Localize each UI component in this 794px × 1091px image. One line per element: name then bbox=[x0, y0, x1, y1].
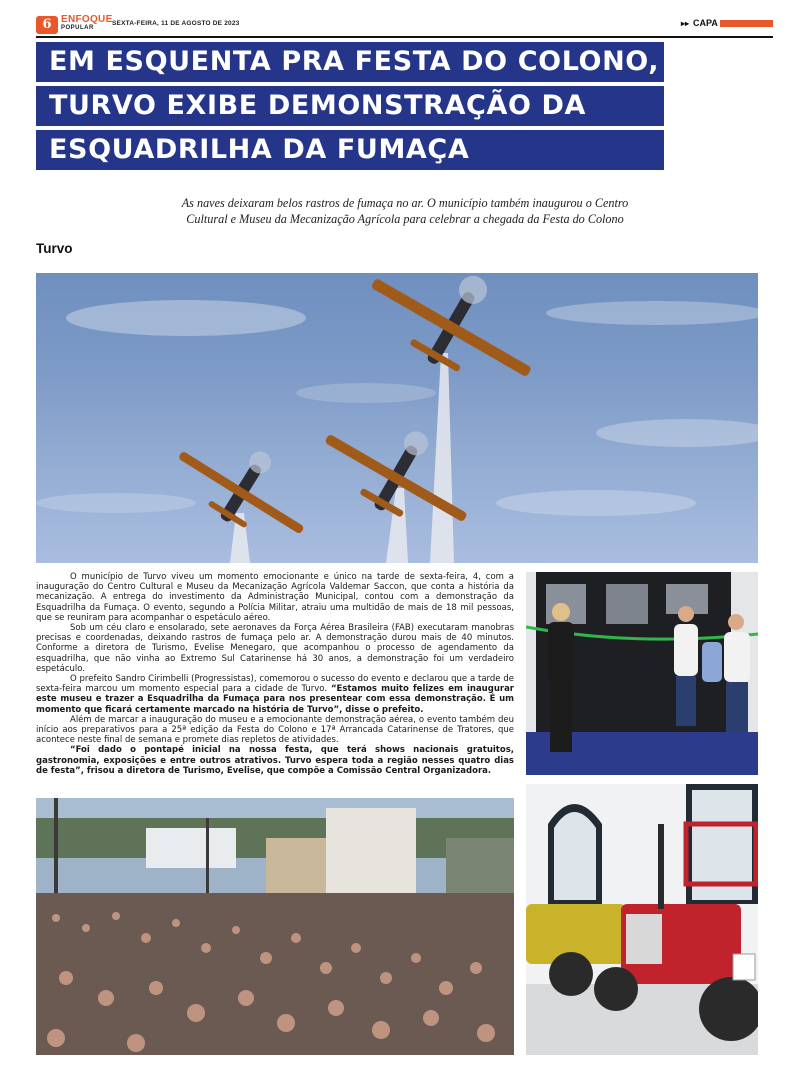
brand-name: ENFOQUE bbox=[61, 14, 113, 25]
crowd-illustration bbox=[36, 798, 514, 1055]
paragraph-3-text: O prefeito Sandro Cirimbelli (Progressistas), comemorou o sucesso do evento e declarou que a tarde de sexta-feira marcou um momento especial para a cidade de Turvo. bbox=[36, 674, 514, 695]
section-name: CAPA bbox=[693, 18, 718, 28]
headline-line-2: TURVO EXIBE DEMONSTRAÇÃO DA bbox=[36, 86, 664, 126]
tractor-museum-illustration bbox=[526, 784, 758, 1055]
director-quote: “Foi dado o pontapé inicial na nossa festa, que terá shows nacionais gratuitos, gastronomia, exposições e entre outros atrativos. Turvo espera toda a região nesses quatro dias de festa”, frisou a diretora de Turismo, Evelise, que compõe a Comissão Central Organizadora. bbox=[36, 745, 514, 776]
subheadline: As naves deixaram belos rastros de fumaça no ar. O município também inaugurou o Centro Cultural e Museu da Mecanização Agrícola para celebrar a chegada da Festa do Colono bbox=[181, 196, 629, 226]
smoke-squadron-illustration bbox=[36, 273, 758, 563]
section-label bbox=[681, 18, 718, 28]
page-number: 6 bbox=[36, 16, 58, 34]
headline-line-3: ESQUADRILHA DA FUMAÇA bbox=[36, 130, 664, 170]
newspaper-logo bbox=[61, 14, 113, 32]
header-divider bbox=[36, 36, 773, 38]
fast-forward-icon: ▸▸ bbox=[681, 19, 690, 28]
paragraph-1: O município de Turvo viveu um momento emocionante e único na tarde de sexta-feira, 4, com a inauguração do Centro Cultural e Museu da Mecanização Agrícola Valdemar Saccon, que conta a história da mecanização. A entrega do investimento da Administração Municipal, contou com a demonstração da Esquadrilha da Fumaça. O evento, segundo a Polícia Militar, atraiu uma multidão de mais de 18 mil pessoas, que se reuniram para acompanhar o espetáculo aéreo. bbox=[36, 572, 514, 623]
brand-sub: POPULAR bbox=[61, 25, 94, 31]
ribbon-cutting-illustration bbox=[526, 572, 758, 775]
mayor-quote: “Estamos muito felizes em inaugurar este museu e trazer a Esquadrilha da Fumaça para nos presentear com essa demonstração. É um momento que ficará certamente marcado na história de Turvo”, disse o prefeito. bbox=[36, 684, 514, 715]
paragraph-3 bbox=[36, 674, 514, 715]
photo-tractor-museum bbox=[526, 784, 758, 1055]
article-body bbox=[36, 572, 514, 776]
paragraph-5 bbox=[36, 745, 514, 776]
section-accent-bar bbox=[720, 20, 773, 27]
paragraph-2: Sob um céu claro e ensolarado, sete aeronaves da Força Aérea Brasileira (FAB) executaram manobras precisas e coordenadas, deixando rastros de fumaça pelo ar. A demonstração durou mais de 40 minutos. Conforme a diretora de Turismo, Evelise Menegaro, que acompanhou o processo de agendamento da esquadrilha, que não vinha ao Extremo Sul Catarinense há 30 anos, a demonstração foi um verdadeiro espetáculo. bbox=[36, 623, 514, 674]
photo-ribbon-cutting bbox=[526, 572, 758, 775]
location-tag: Turvo bbox=[36, 241, 73, 256]
issue-date: SEXTA-FEIRA, 11 DE AGOSTO DE 2023 bbox=[112, 20, 240, 27]
photo-smoke-squadron bbox=[36, 273, 758, 563]
headline-line-1: EM ESQUENTA PRA FESTA DO COLONO, bbox=[36, 42, 664, 82]
photo-crowd bbox=[36, 798, 514, 1055]
paragraph-4: Além de marcar a inauguração do museu e a emocionante demonstração aérea, o evento também deu início aos preparativos para a 25ª edição da Festa do Colono e 17ª Arrancada Catarinense de Tratores, que acontece neste final de semana e promete dias repletos de atividades. bbox=[36, 714, 514, 746]
